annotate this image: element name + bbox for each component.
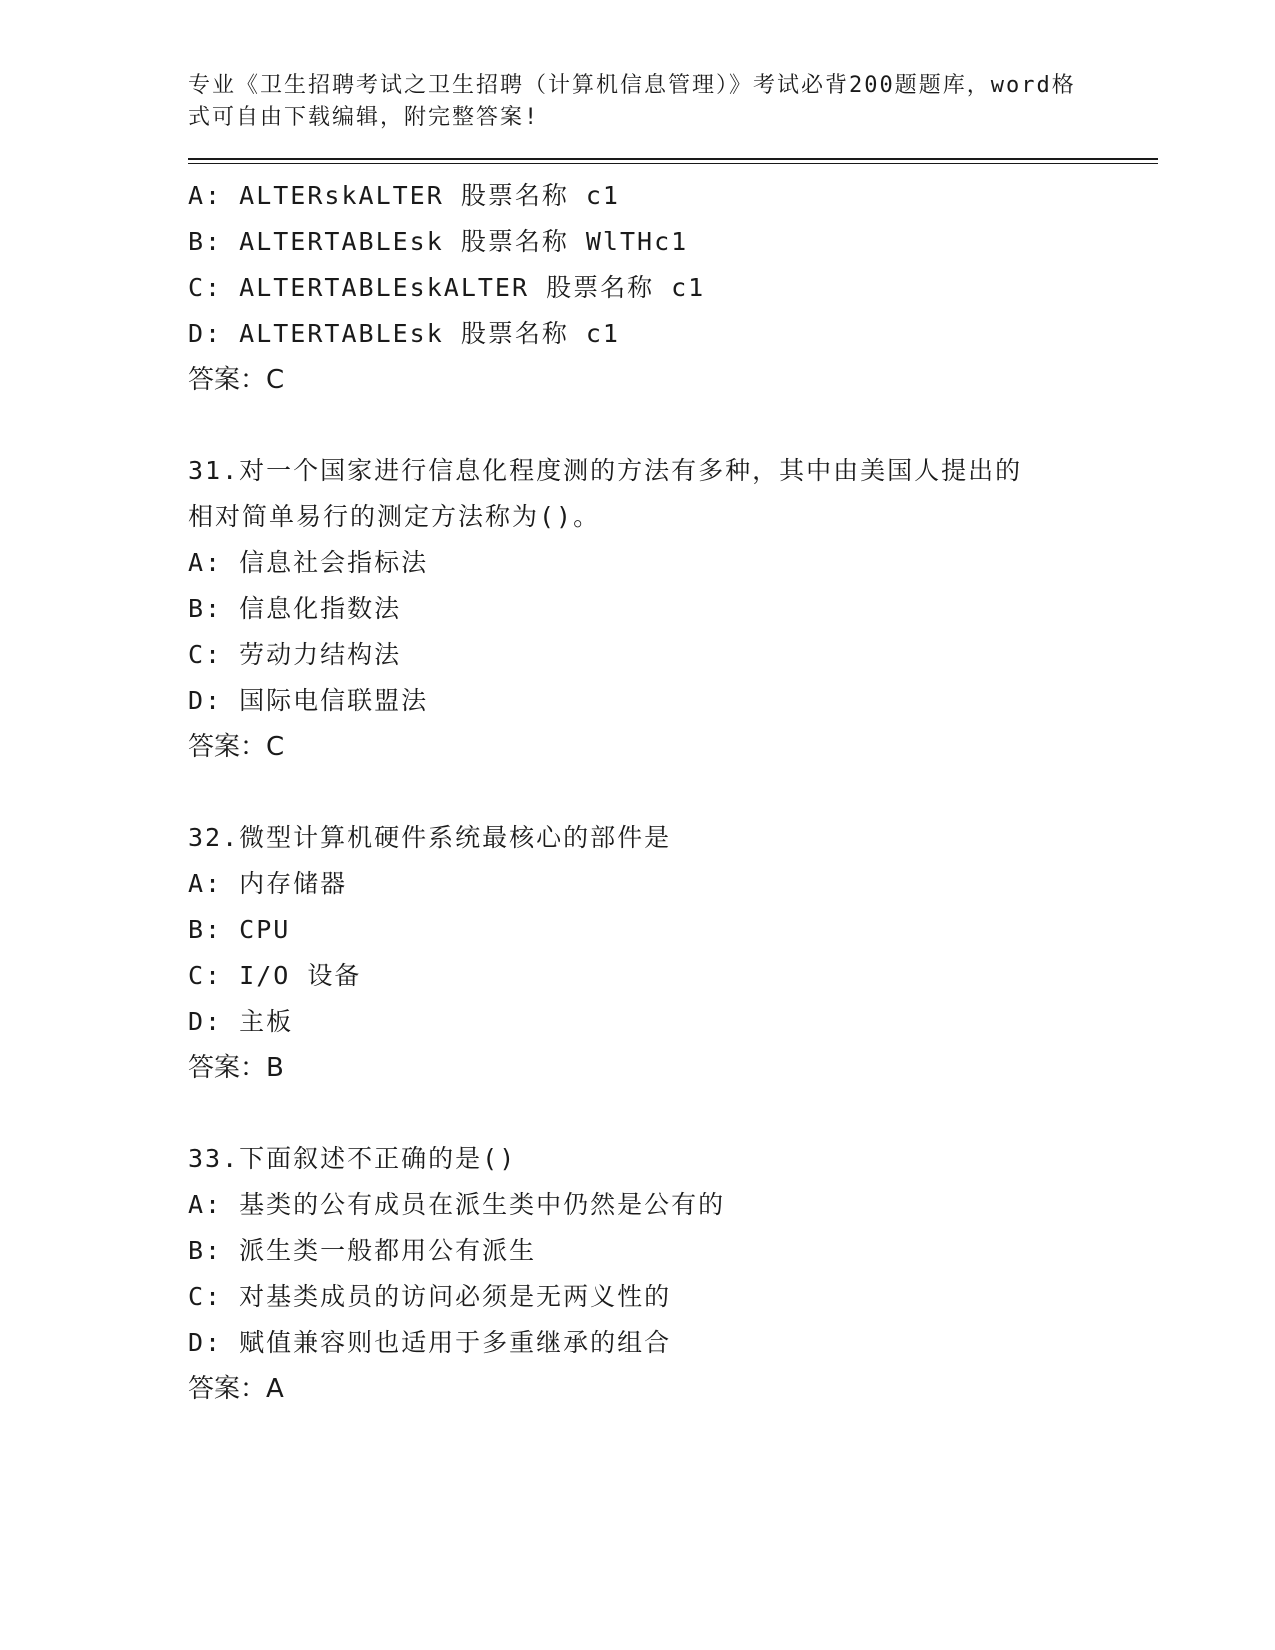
option-c: C: I/O 设备	[188, 961, 362, 990]
header-divider	[188, 158, 1158, 164]
question-text-line-1: 32.微型计算机硬件系统最核心的部件是	[188, 823, 672, 852]
block-spacer	[188, 403, 1158, 448]
option-c: C: ALTERTABLEskALTER 股票名称 c1	[188, 273, 706, 302]
question-text-line-2: 相对简单易行的测定方法称为()。	[188, 502, 601, 531]
document-page	[188, 70, 1158, 1412]
option-a: A: ALTERskALTER 股票名称 c1	[188, 181, 620, 210]
option-a: A: 信息社会指标法	[188, 548, 429, 577]
option-c: C: 劳动力结构法	[188, 640, 402, 669]
option-b: B: CPU	[188, 915, 291, 944]
answer-line: 答案：C	[188, 732, 285, 762]
question-block-31	[188, 448, 1158, 770]
question-block-32	[188, 815, 1158, 1091]
question-block-33	[188, 1136, 1158, 1412]
option-d: D: 赋值兼容则也适用于多重继承的组合	[188, 1328, 672, 1357]
answer-line: 答案：A	[188, 1374, 284, 1404]
block-spacer	[188, 770, 1158, 815]
option-d: D: 国际电信联盟法	[188, 686, 429, 715]
question-text-line-1: 31.对一个国家进行信息化程度测的方法有多种，其中由美国人提出的	[188, 456, 1023, 485]
option-b: B: ALTERTABLEsk 股票名称 WlTHc1	[188, 227, 689, 256]
block-spacer	[188, 1091, 1158, 1136]
question-text-line-1: 33.下面叙述不正确的是()	[188, 1144, 517, 1173]
option-b: B: 信息化指数法	[188, 594, 402, 623]
option-a: A: 内存储器	[188, 869, 348, 898]
answer-line: 答案：B	[188, 1053, 284, 1083]
question-block-30	[188, 173, 1158, 403]
option-b: B: 派生类一般都用公有派生	[188, 1236, 537, 1265]
option-a: A: 基类的公有成员在派生类中仍然是公有的	[188, 1190, 726, 1219]
option-c: C: 对基类成员的访问必须是无两义性的	[188, 1282, 672, 1311]
document-intro: 专业《卫生招聘考试之卫生招聘（计算机信息管理）》考试必背200题题库，word格式可自由下载编辑，附完整答案!	[188, 73, 1076, 130]
answer-line: 答案：C	[188, 365, 285, 395]
divider-thin-line	[188, 163, 1158, 164]
option-d: D: ALTERTABLEsk 股票名称 c1	[188, 319, 620, 348]
divider-thick-line	[188, 158, 1158, 160]
option-d: D: 主板	[188, 1007, 294, 1036]
